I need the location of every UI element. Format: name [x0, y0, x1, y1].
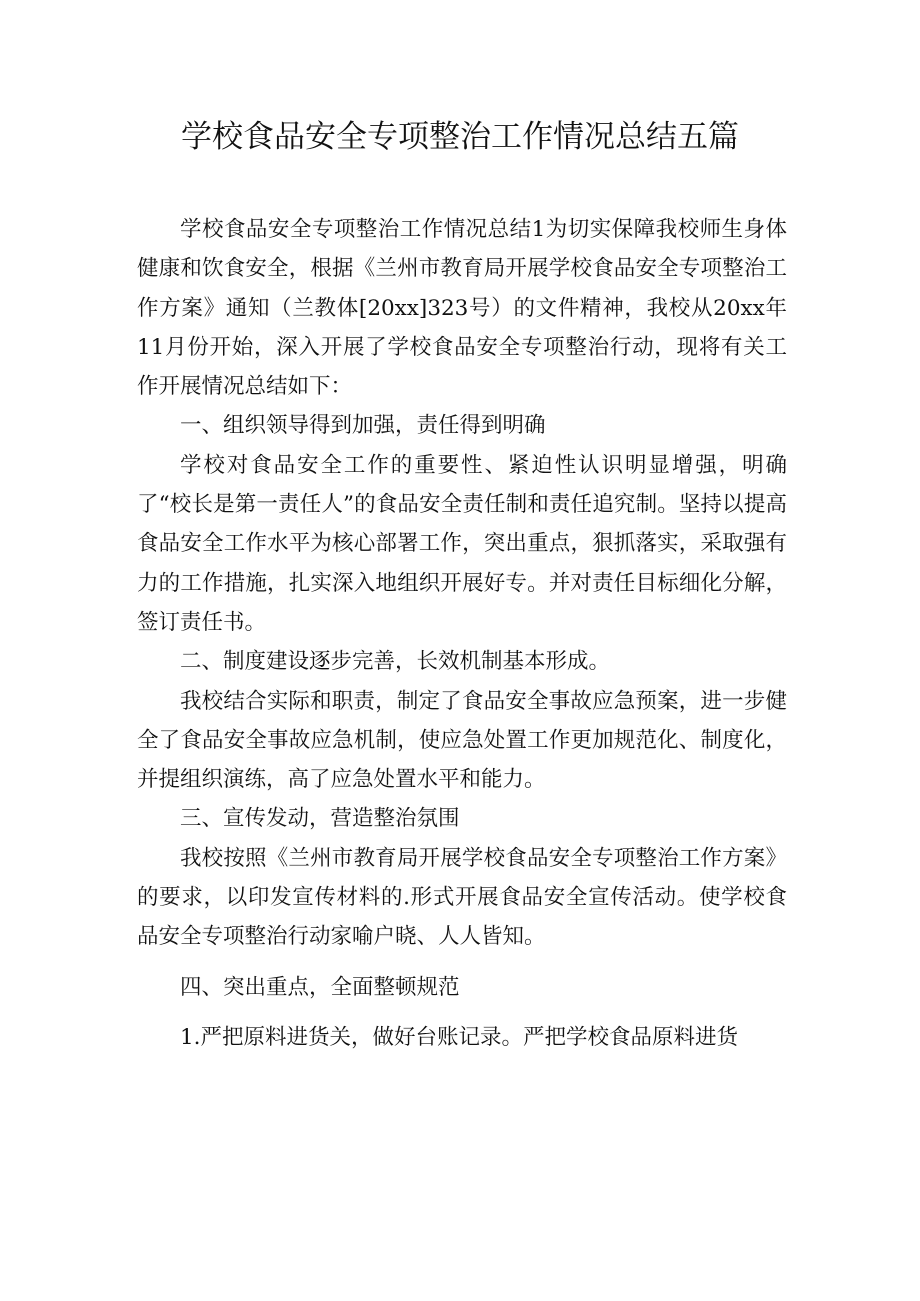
section-heading-3: 三、宣传发动，营造整治氛围 — [180, 806, 460, 832]
paragraph-item-1: 1.严把原料进货关，做好台账记录。严把学校食品原料进货 — [180, 1024, 739, 1050]
section-heading-1: 一、组织领导得到加强，责任得到明确 — [180, 413, 546, 439]
document-body — [137, 210, 787, 1057]
paragraph-section-2: 我校结合实际和职责，制定了食品安全事故应急预案，进一步健全了食品安全事故应急机制，使应急处置工作更加规范化、制度化，并提组织演练，高了应急处置水平和能力。 — [137, 688, 787, 793]
section-heading-4: 四、突出重点，全面整顿规范 — [180, 974, 460, 1000]
paragraph-intro: 学校食品安全专项整治工作情况总结1为切实保障我校师生身体健康和饮食安全，根据《兰州市教育局开展学校食品安全专项整治工作方案》通知（兰教体[20xx]323号）的文件精神，我校从20xx年11月份开始，深入开展了学校食品安全专项整治行动，现将有关工作开展情况总结如下： — [137, 217, 787, 400]
paragraph-section-3: 我校按照《兰州市教育局开展学校食品安全专项整治工作方案》的要求，以印发宣传材料的.形式开展食品安全宣传活动。使学校食品安全专项整治行动家喻户晓、人人皆知。 — [137, 845, 787, 950]
document-title: 学校食品安全专项整治工作情况总结五篇 — [181, 119, 739, 155]
paragraph-section-1: 学校对食品安全工作的重要性、紧迫性认识明显增强，明确了“校长是第一责任人”的食品安全责任制和责任追究制。坚持以提高食品安全工作水平为核心部署工作，突出重点，狠抓落实，采取强有力的工作措施，扎实深入地组织开展好专。并对责任目标细化分解，签订责任书。 — [137, 452, 787, 635]
section-heading-2: 二、制度建设逐步完善，长效机制基本形成。 — [180, 649, 611, 675]
